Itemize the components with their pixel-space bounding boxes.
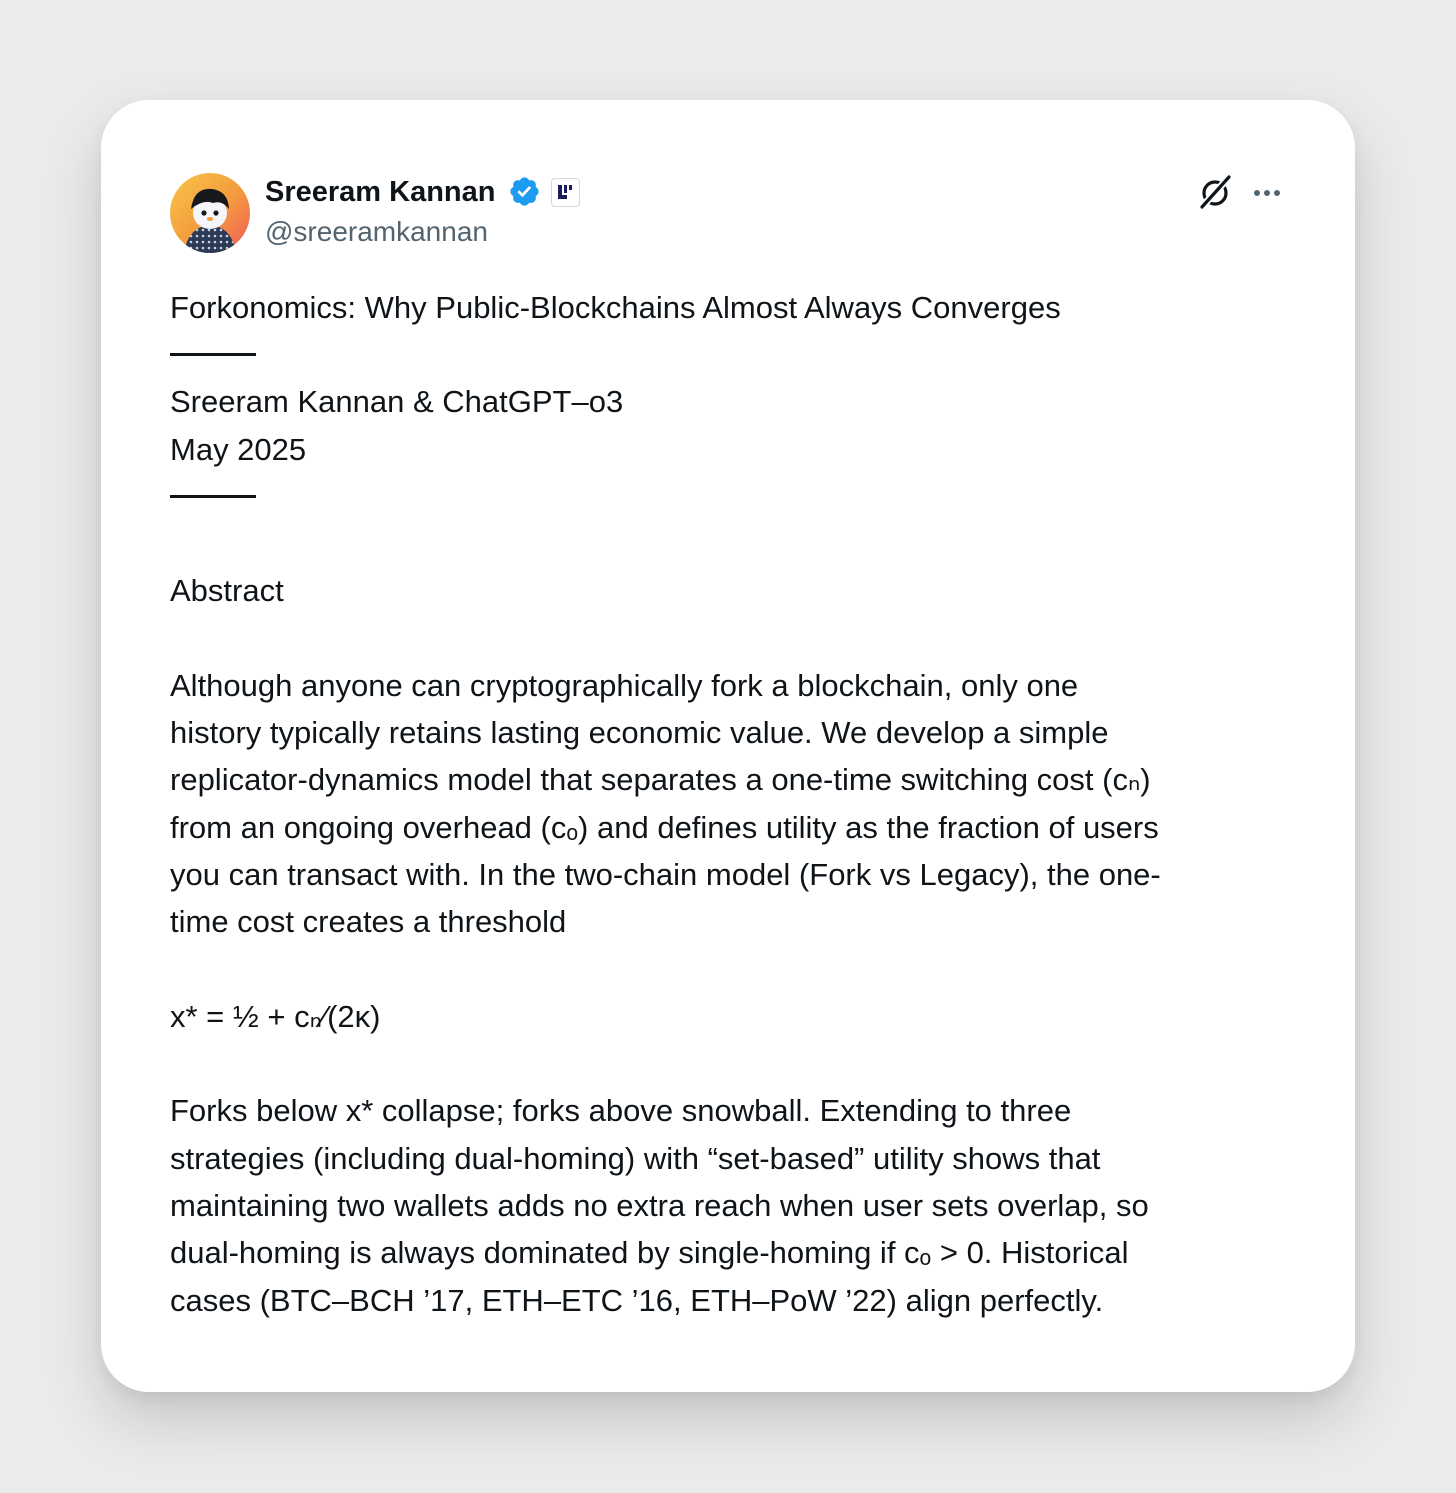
- paragraph-line: strategies (including dual-homing) with “set-based” utility shows that: [170, 1140, 1101, 1176]
- post-title: Forkonomics: Why Public-Blockchains Almost Always Converges: [170, 290, 1061, 325]
- paragraph-line: dual-homing is always dominated by single-homing if cₒ > 0. Historical: [170, 1235, 1129, 1271]
- author-name[interactable]: Sreeram Kannan: [265, 176, 496, 208]
- paragraph-line: Forks below x* collapse; forks above snowball. Extending to three: [170, 1093, 1072, 1129]
- verified-badge-icon: [508, 175, 541, 208]
- post-card: [101, 100, 1355, 1392]
- post-text: [170, 284, 1300, 1324]
- paragraph-line: Although anyone can cryptographically fork a blockchain, only one: [170, 667, 1079, 703]
- post-byline: Sreeram Kannan & ChatGPT–o3: [170, 384, 624, 420]
- paragraph-line: cases (BTC–BCH ’17, ETH–ETC ’16, ETH–PoW ’22) align perfectly.: [170, 1282, 1104, 1318]
- divider: [170, 353, 256, 356]
- paragraph-line: you can transact with. In the two-chain model (Fork vs Legacy), the one-: [170, 856, 1161, 892]
- paragraph-line: time cost creates a threshold: [170, 904, 567, 940]
- more-options-icon[interactable]: [1249, 178, 1285, 208]
- formula: x* = ½ + cₙ⁄(2κ): [170, 998, 381, 1034]
- abstract-heading: Abstract: [170, 573, 284, 609]
- post-date: May 2025: [170, 431, 307, 467]
- avatar[interactable]: [170, 173, 250, 253]
- paragraph-line: replicator-dynamics model that separates a one-time switching cost (cₙ): [170, 762, 1151, 798]
- affiliate-logo-icon: [552, 179, 578, 205]
- paragraph-line: maintaining two wallets adds no extra reach when user sets overlap, so: [170, 1188, 1149, 1224]
- grok-icon[interactable]: [1195, 172, 1235, 212]
- avatar-penguin-icon: [170, 173, 250, 253]
- affiliate-badge-icon[interactable]: [551, 178, 580, 207]
- divider: [170, 495, 256, 498]
- author-handle[interactable]: @sreeramkannan: [265, 216, 488, 247]
- paragraph-line: history typically retains lasting economic value. We develop a simple: [170, 715, 1109, 751]
- paragraph-line: from an ongoing overhead (cₒ) and defines utility as the fraction of users: [170, 809, 1159, 845]
